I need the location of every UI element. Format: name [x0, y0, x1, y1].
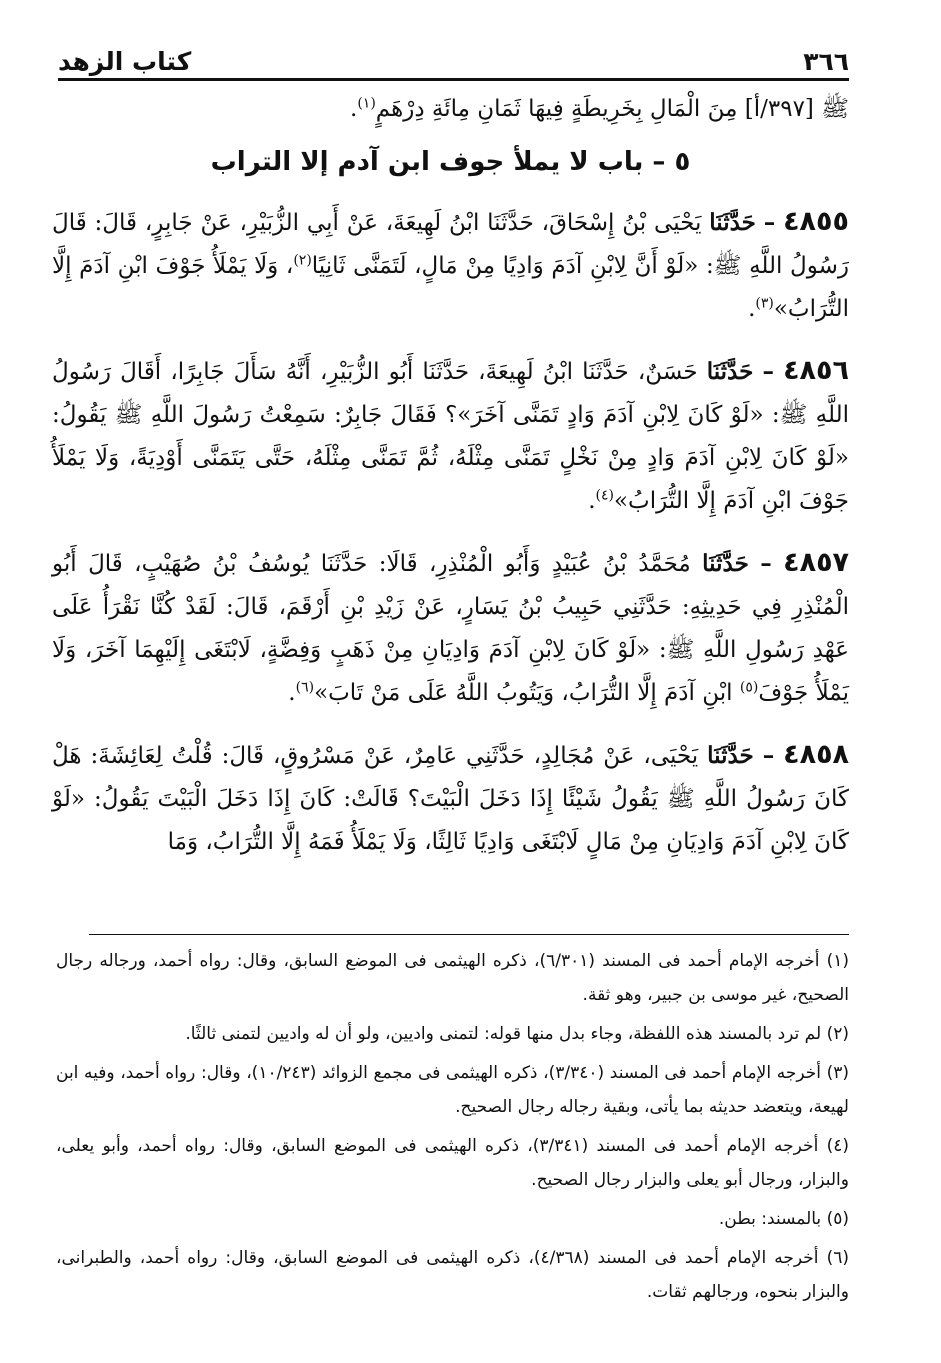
hadith-narration-word: حَدَّثَنَا	[709, 209, 756, 236]
footnote-4	[56, 1129, 849, 1197]
hadith-number: ٤٨٥٨	[783, 739, 850, 770]
header-divider	[58, 78, 849, 81]
footnote-ref: (٥)	[739, 679, 759, 696]
hadith-text: .	[748, 296, 756, 322]
hadith-4857	[52, 541, 849, 715]
footnote-number: (١)	[826, 951, 849, 971]
hadith-separator: –	[762, 358, 774, 385]
footnote-3	[56, 1056, 849, 1124]
hadith-text: ابْنِ آدَمَ إِلَّا التُّرَابُ، وَيَتُوبُ اللَّهُ عَلَى مَنْ تَابَ»	[314, 680, 740, 706]
hadith-text: يَحْيَى، عَنْ مُجَالِدٍ، حَدَّثَنِي عَامِرٌ، عَنْ مَسْرُوقٍ، قَالَ: قُلْتُ لِعَائِشَةَ: هَلْ كَانَ رَسُولُ اللَّهِ ﷺ يَقُولُ شَيْئًا إِذَا دَخَلَ الْبَيْتَ؟ قَالَتْ: كَانَ إِذَا دَخَلَ الْبَيْتَ يَقُولُ: «لَوْ كَانَ لِابْنِ آدَمَ وَادِيَانِ مِنْ مَالٍ لَابْتَغَى وَادِيًا ثَالِثًا، وَلَا يَمْلَأُ فَمَهُ إِلَّا التُّرَابُ، وَمَا	[52, 743, 849, 855]
hadith-separator: –	[763, 209, 776, 236]
running-header	[58, 34, 849, 76]
main-text	[52, 88, 849, 882]
hadith-text: حَسَنٌ، حَدَّثَنَا ابْنُ لَهِيعَةَ، حَدَّثَنَا أَبُو الزُّبَيْرِ، أَنَّهُ سَأَلَ جَابِرًا، أَقَالَ رَسُولُ اللَّهِ ﷺ: «لَوْ كَانَ لِابْنِ آدَمَ وَادٍ تَمَنَّى آخَرَ»؟ فَقَالَ جَابِرٌ: سَمِعْتُ رَسُولَ اللَّهِ ﷺ يَقُولُ: «لَوْ كَانَ لِابْنِ آدَمَ وَادٍ مِنْ نَخْلٍ تَمَنَّى مِثْلَهُ، ثُمَّ تَمَنَّى مِثْلَهُ، حَتَّى يَتَمَنَّى أَوْدِيَةً، وَلَا يَمْلَأُ جَوْفَ ابْنِ آدَمَ إِلَّا التُّرَابُ»	[52, 359, 849, 514]
footnote-ref: (٣)	[755, 295, 774, 312]
hadith-separator: –	[762, 742, 775, 769]
hadith-text: ، وَلَا يَمْلَأُ جَوْفَ ابْنِ آدَمَ إِلَّا التُّرَابُ»	[52, 253, 849, 322]
footnote-5	[56, 1202, 849, 1236]
hadith-text: يَحْيَى بْنُ إِسْحَاقَ، حَدَّثَنَا ابْنُ لَهِيعَةَ، عَنْ أَبِي الزُّبَيْرِ، عَنْ جَابِرٍ، قَالَ: قَالَ رَسُولُ اللَّهِ ﷺ: «لَوْ أَنَّ لِابْنِ آدَمَ وَادِيًا مِنْ مَالٍ، لَتَمَنَّى ثَانِيًا	[52, 210, 849, 279]
footnote-number: (٣)	[826, 1063, 849, 1083]
footnote-1	[56, 944, 849, 1012]
footnote-ref: (٢)	[293, 252, 312, 269]
hadith-text: مُحَمَّدُ بْنُ عُبَيْدٍ وَأَبُو الْمُنْذِرِ، قَالَا: حَدَّثَنَا يُوسُفُ بْنُ صُهَيْبٍ، قَالَ أَبُو الْمُنْذِرِ فِي حَدِيثِهِ: حَدَّثَنِي حَبِيبُ بْنُ يَسَارٍ، عَنْ زَيْدِ بْنِ أَرْقَمَ، قَالَ: لَقَدْ كُنَّا نَقْرَأُ عَلَى عَهْدِ رَسُولِ اللَّهِ ﷺ: «لَوْ كَانَ لِابْنِ آدَمَ وَادِيَانِ مِنْ ذَهَبٍ وَفِضَّةٍ، لَابْتَغَى إِلَيْهِمَا آخَرَ، وَلَا يَمْلَأُ جَوْفَ	[52, 551, 849, 706]
hadith-separator: –	[760, 550, 772, 577]
hadith-number: ٤٨٥٥	[783, 206, 849, 237]
footnote-text: أخرجه الإمام أحمد فى المسند (٦/٣٠١)، ذكره الهيثمى فى الموضع السابق، وقال: رواه أحمد، ورجاله رجال الصحيح، غير موسى بن جبير، وهو ثقة.	[56, 951, 849, 1005]
hadith-4858	[52, 733, 849, 864]
footnote-text: أخرجه الإمام أحمد فى المسند (٤/٣٦٨)، ذكره الهيثمى فى الموضع السابق، وقال: رواه أحمد، والطبرانى، والبزار بنحوه، ورجالهم ثقات.	[56, 1248, 849, 1302]
footnote-text: أخرجه الإمام أحمد فى المسند (٣/٣٤٠)، ذكره الهيثمى فى مجمع الزوائد (١٠/٢٤٣)، وقال: رواه أحمد، وفيه ابن لهيعة، ويتعضد حديثه بما يأتى، وبقية رجاله رجال الصحيح.	[56, 1063, 849, 1117]
hadith-4855	[52, 200, 849, 331]
opening-end: .	[350, 96, 358, 122]
page-number: ٣٦٦	[803, 47, 849, 76]
footnote-number: (٥)	[826, 1209, 849, 1229]
footnote-text: أخرجه الإمام أحمد فى المسند (٣/٣٤١)، ذكره الهيثمى فى الموضع السابق، وقال: رواه أحمد، وأبو يعلى، والبزار، ورجال أبو يعلى والبزار رجال الصحيح.	[56, 1136, 849, 1190]
footnote-text: بالمسند: بطن.	[718, 1209, 822, 1229]
hadith-narration-word: حَدَّثَنَا	[707, 742, 754, 769]
hadith-narration-word: حَدَّثَنَا	[706, 358, 754, 385]
hadith-text: .	[588, 488, 596, 514]
footnote-text: لم ترد بالمسند هذه اللفظة، وجاء بدل منها قوله: لتمنى واديين، ولو أن له واديين لتمنى ثالثًا.	[185, 1024, 822, 1044]
hadith-number: ٤٨٥٦	[783, 355, 849, 386]
footnote-divider	[89, 934, 849, 935]
footnote-ref: (٤)	[595, 487, 614, 504]
hadith-text: .	[288, 680, 296, 706]
footnote-ref: (٦)	[295, 679, 315, 696]
footnote-2	[56, 1017, 849, 1051]
footnote-number: (٦)	[826, 1248, 849, 1268]
opening-line	[52, 88, 849, 131]
footnotes	[56, 944, 849, 1314]
footnote-ref: (١)	[357, 95, 376, 112]
footnote-number: (٤)	[826, 1136, 849, 1156]
opening-text: ﷺ [٣٩٧/أ] مِنَ الْمَالِ بِخَرِيطَةٍ فِيهَا ثَمَانِ مِائَةِ دِرْهَمٍ	[375, 96, 849, 122]
footnote-number: (٢)	[826, 1024, 849, 1044]
hadith-number: ٤٨٥٧	[783, 547, 850, 578]
book-title: كتاب الزهد	[58, 47, 192, 76]
chapter-heading: ٥ – باب لا يملأ جوف ابن آدم إلا التراب	[210, 147, 691, 177]
hadith-4856	[52, 349, 849, 523]
hadith-narration-word: حَدَّثَنَا	[702, 550, 749, 577]
footnote-6	[56, 1241, 849, 1309]
